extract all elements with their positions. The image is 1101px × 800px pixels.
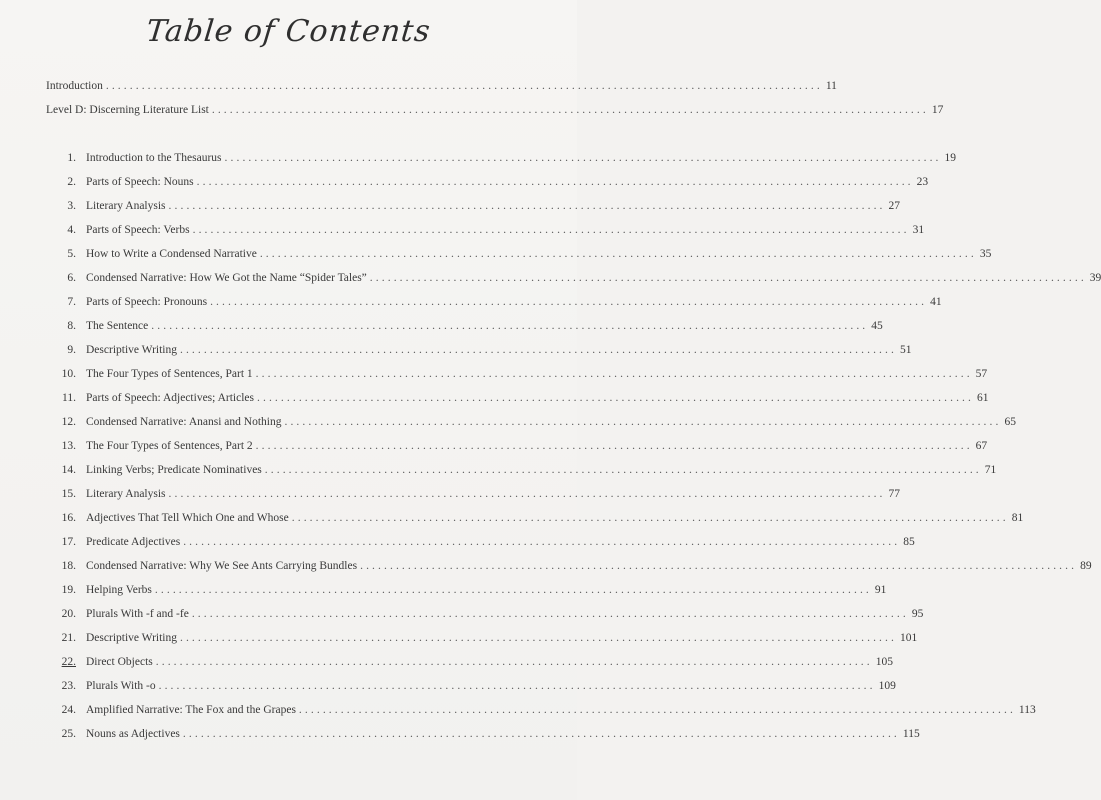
- lesson-page: 89: [1080, 560, 1092, 572]
- lesson-number: 24.: [61, 704, 76, 716]
- lesson-number: 16.: [61, 512, 76, 524]
- lesson-number: 19.: [61, 584, 76, 596]
- dot-leader: ........................................................................................................................: [264, 464, 982, 476]
- lesson-title: Literary Analysis: [86, 200, 166, 212]
- toc-lesson-row: [46, 582, 887, 598]
- dot-leader: ........................................................................................................................: [255, 368, 973, 380]
- lesson-number: 22.: [61, 656, 76, 668]
- page-title: Table of Contents: [144, 14, 433, 49]
- lesson-title: Parts of Speech: Pronouns: [86, 296, 208, 308]
- lesson-number: 1.: [67, 152, 76, 164]
- lesson-number: 4.: [67, 224, 76, 236]
- toc-lesson-row: [46, 558, 1092, 574]
- toc-lesson-row: [46, 270, 1101, 286]
- dot-leader: ........................................................................................................................: [192, 224, 910, 236]
- dot-leader: ........................................................................................................................: [211, 104, 929, 116]
- toc-lesson-row: [46, 342, 912, 358]
- lesson-page: 81: [1011, 512, 1024, 524]
- lesson-title: Introduction to the Thesaurus: [86, 152, 222, 164]
- lesson-page: 35: [979, 248, 992, 260]
- lesson-page: 51: [899, 344, 912, 356]
- toc-lesson-row: [46, 414, 1016, 430]
- lesson-number: 13.: [61, 440, 76, 452]
- lesson-page: 67: [975, 440, 988, 452]
- toc-lesson-row: [46, 462, 997, 478]
- lesson-title: Plurals With -f and -fe: [86, 608, 189, 620]
- lesson-number: 5.: [67, 248, 76, 260]
- lesson-title: How to Write a Condensed Narrative: [86, 248, 257, 260]
- lesson-page: 31: [912, 224, 925, 236]
- lesson-page: 101: [899, 632, 918, 644]
- lesson-number: 8.: [67, 320, 76, 332]
- dot-leader: ........................................................................................................................: [360, 560, 1078, 572]
- toc-entry-page: 17: [931, 104, 944, 116]
- toc-lesson-row: [46, 726, 920, 742]
- lesson-title: Descriptive Writing: [86, 344, 177, 356]
- toc-entry-label: Level D: Discerning Literature List: [46, 104, 209, 116]
- toc-lesson-row: [46, 630, 918, 646]
- dot-leader: ........................................................................................................................: [369, 272, 1087, 284]
- dot-leader: ........................................................................................................................: [179, 344, 897, 356]
- lesson-page: 85: [903, 536, 915, 548]
- toc-lesson-row: [46, 438, 988, 454]
- lesson-page: 105: [875, 656, 893, 668]
- lesson-title: The Sentence: [86, 320, 149, 332]
- lesson-title: Helping Verbs: [86, 584, 152, 596]
- dot-leader: ........................................................................................................................: [179, 632, 897, 644]
- lesson-title: Nouns as Adjectives: [86, 728, 180, 740]
- lesson-number: 12.: [61, 416, 76, 428]
- lesson-title: The Four Types of Sentences, Part 2: [86, 440, 253, 452]
- lesson-title: Parts of Speech: Nouns: [86, 176, 194, 188]
- dot-leader: ........................................................................................................................: [196, 176, 914, 188]
- toc-lesson-row: [46, 294, 942, 310]
- lesson-number: 11.: [62, 392, 76, 404]
- lesson-number: 14.: [61, 464, 76, 476]
- toc-lesson-row: [46, 510, 1024, 526]
- dot-leader: ........................................................................................................................: [158, 680, 876, 692]
- toc-entry-introduction: [46, 78, 837, 94]
- lesson-page: 57: [975, 368, 988, 380]
- dot-leader: ........................................................................................................................: [154, 584, 872, 596]
- lesson-title: Adjectives That Tell Which One and Whose: [86, 512, 289, 524]
- lesson-page: 91: [874, 584, 887, 596]
- dot-leader: ........................................................................................................................: [224, 152, 942, 164]
- lesson-title: Parts of Speech: Verbs: [86, 224, 190, 236]
- dot-leader: ........................................................................................................................: [284, 416, 1002, 428]
- toc-lesson-row: [46, 174, 929, 190]
- toc-lesson-row: [46, 486, 901, 502]
- lesson-page: 109: [878, 680, 896, 692]
- dot-leader: ........................................................................................................................: [168, 488, 886, 500]
- toc-lesson-row: [46, 534, 915, 550]
- toc-lesson-row: [46, 678, 896, 694]
- lesson-page: 39: [1089, 272, 1101, 284]
- lesson-title: Plurals With -o: [86, 680, 156, 692]
- toc-lesson-row: [46, 654, 893, 670]
- lesson-title: Linking Verbs; Predicate Nominatives: [86, 464, 262, 476]
- lesson-page: 19: [944, 152, 957, 164]
- lesson-page: 61: [977, 392, 989, 404]
- dot-leader: ........................................................................................................................: [291, 512, 1009, 524]
- toc-lesson-row: [46, 198, 901, 214]
- lesson-number: 10.: [61, 368, 76, 380]
- toc-entry-label: Introduction: [46, 80, 103, 92]
- lesson-number: 7.: [67, 296, 76, 308]
- lesson-number: 21.: [61, 632, 76, 644]
- toc-lesson-row: [46, 150, 957, 166]
- dot-leader: ........................................................................................................................: [168, 200, 886, 212]
- lesson-title: Descriptive Writing: [86, 632, 177, 644]
- dot-leader: ........................................................................................................................: [183, 536, 901, 548]
- lesson-number: 17.: [61, 536, 76, 548]
- dot-leader: ........................................................................................................................: [257, 392, 974, 404]
- lesson-number: 18.: [61, 560, 76, 572]
- lesson-page: 65: [1004, 416, 1016, 428]
- lesson-page: 95: [911, 608, 924, 620]
- lesson-page: 45: [871, 320, 883, 332]
- lesson-page: 113: [1018, 704, 1036, 716]
- lesson-page: 71: [984, 464, 997, 476]
- lesson-page: 77: [888, 488, 901, 500]
- toc-lesson-row: [46, 246, 992, 262]
- lesson-number: 6.: [67, 272, 76, 284]
- dot-leader: ........................................................................................................................: [255, 440, 973, 452]
- lesson-title: Amplified Narrative: The Fox and the Grapes: [86, 704, 296, 716]
- toc-lesson-row: [46, 318, 883, 334]
- dot-leader: ........................................................................................................................: [151, 320, 869, 332]
- lesson-title: Direct Objects: [86, 656, 153, 668]
- lesson-page: 27: [888, 200, 901, 212]
- lesson-title: Condensed Narrative: Anansi and Nothing: [86, 416, 282, 428]
- toc-entry-page: 11: [825, 80, 837, 92]
- dot-leader: ........................................................................................................................: [182, 728, 900, 740]
- lesson-number: 23.: [61, 680, 76, 692]
- lesson-title: Parts of Speech: Adjectives; Articles: [86, 392, 254, 404]
- toc-lesson-row: [46, 606, 924, 622]
- lesson-number: 15.: [61, 488, 76, 500]
- toc-entry-literature-list: [46, 102, 944, 118]
- lesson-number: 2.: [67, 176, 76, 188]
- lesson-number: 20.: [61, 608, 76, 620]
- dot-leader: ........................................................................................................................: [105, 80, 823, 92]
- dot-leader: ........................................................................................................................: [191, 608, 909, 620]
- lesson-number: 3.: [67, 200, 76, 212]
- lesson-title: Condensed Narrative: Why We See Ants Carrying Bundles: [86, 560, 358, 572]
- lesson-number: 25.: [61, 728, 76, 740]
- lesson-title: The Four Types of Sentences, Part 1: [86, 368, 253, 380]
- lesson-page: 41: [930, 296, 942, 308]
- lesson-page: 115: [902, 728, 920, 740]
- toc-lesson-row: [46, 366, 988, 382]
- lesson-page: 23: [916, 176, 929, 188]
- lesson-title: Predicate Adjectives: [86, 536, 181, 548]
- toc-lesson-row: [46, 390, 989, 406]
- dot-leader: ........................................................................................................................: [155, 656, 873, 668]
- dot-leader: ........................................................................................................................: [259, 248, 977, 260]
- lesson-number: 9.: [67, 344, 76, 356]
- lesson-title: Literary Analysis: [86, 488, 166, 500]
- toc-lesson-row: [46, 702, 1036, 718]
- toc-lesson-row: [46, 222, 925, 238]
- lesson-title: Condensed Narrative: How We Got the Name “Spider Tales”: [86, 272, 367, 284]
- dot-leader: ........................................................................................................................: [298, 704, 1016, 716]
- dot-leader: ........................................................................................................................: [210, 296, 928, 308]
